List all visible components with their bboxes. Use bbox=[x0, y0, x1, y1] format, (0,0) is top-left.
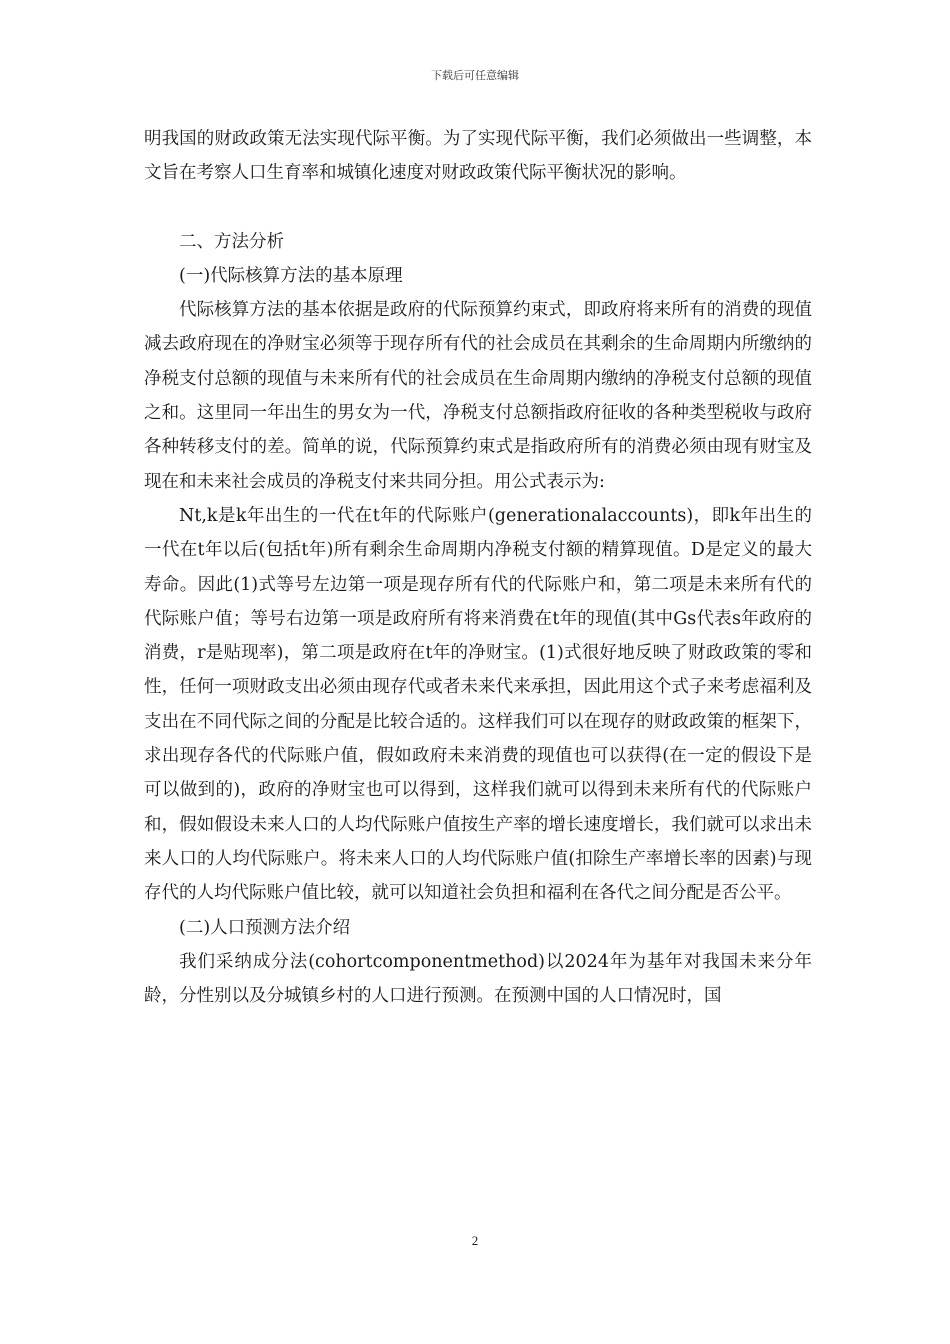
paragraph-budget-constraint: 代际核算方法的基本依据是政府的代际预算约束式，即政府将来所有的消费的现值减去政府现在的净财宝必须等于现存所有代的社会成员在其剩余的生命周期内所缴纳的净税支付总额的现值与未来所有代的社会成员在生命周期内缴纳的净税支付总额的现值之和。这里同一年出生的男女为一代，净税支付总额指政府征收的各种类型税收与政府各种转移支付的差。简单的说，代际预算约束式是指政府所有的消费必须由现有财宝及现在和未来社会成员的净税支付来共同分担。用公式表示为: bbox=[144, 300, 812, 492]
subheading-generational-accounting: (一)代际核算方法的基本原理 bbox=[179, 265, 403, 286]
page-header: 下载后可任意编辑 bbox=[431, 69, 519, 82]
paragraph-spacer bbox=[144, 191, 812, 225]
section-heading: 二、方法分析 bbox=[179, 231, 284, 252]
document-body bbox=[144, 122, 812, 1013]
page-number: 2 bbox=[471, 1233, 479, 1248]
paragraph-generational-accounts: Nt,k是k年出生的一代在t年的代际账户(generationalaccounts)，即k年出生的一代在t年以后(包括t年)所有剩余生命周期内净税支付额的精算现值。D是定义的最大寿命。因此(1)式等号左边第一项是现存所有代的代际账户和，第二项是未来所有代的代际账户值；等号右边第一项是政府所有将来消费在t年的现值(其中Gs代表s年政府的消费，r是贴现率)，第二项是政府在t年的净财宝。(1)式很好地反映了财政政策的零和性，任何一项财政支出必须由现存代或者未来代来承担，因此用这个式子来考虑福利及支出在不同代际之间的分配是比较合适的。这样我们可以在现存的财政政策的框架下，求出现存各代的代际账户值，假如政府未来消费的现值也可以获得(在一定的假设下是可以做到的)，政府的净财宝也可以得到，这样我们就可以得到未来所有代的代际账户和，假如假设未来人口的人均代际账户值按生产率的增长速度增长，我们就可以求出未来人口的人均代际账户。将未来人口的人均代际账户值(扣除生产率增长率的因素)与现存代的人均代际账户值比较，就可以知道社会负担和福利在各代之间分配是否公平。 bbox=[144, 505, 812, 904]
paragraph-intro-continuation: 明我国的财政政策无法实现代际平衡。为了实现代际平衡，我们必须做出一些调整，本文旨在考察人口生育率和城镇化速度对财政政策代际平衡状况的影响。 bbox=[144, 129, 812, 184]
subheading-population-forecast: (二)人口预测方法介绍 bbox=[179, 917, 351, 938]
paragraph-cohort-component: 我们采纳成分法(cohortcomponentmethod)以2024年为基年对我国未来分年龄，分性别以及分城镇乡村的人口进行预测。在预测中国的人口情况时，国 bbox=[144, 951, 812, 1007]
